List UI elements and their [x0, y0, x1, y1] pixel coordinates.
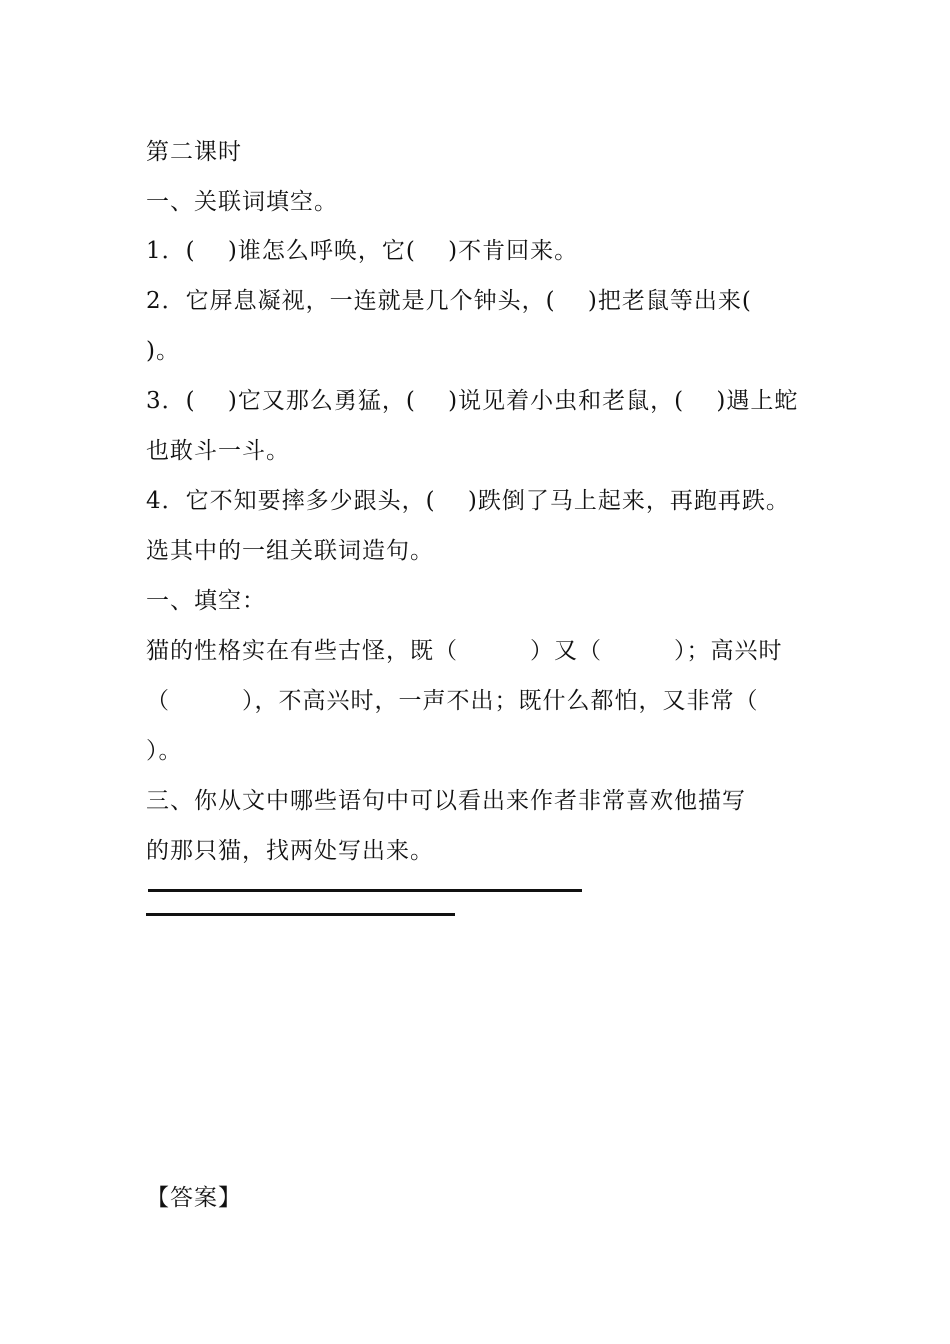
question-3-line-2: 也敢斗一斗。 [146, 438, 290, 464]
fill-line-3: ）。 [146, 738, 183, 764]
lesson-title: 第二课时 [146, 139, 242, 165]
answer-writing-line [146, 913, 455, 916]
question-3-line-1: 3．( )它又那么勇猛，( )说见着小虫和老鼠，( )遇上蛇 [146, 388, 799, 414]
section-fill-heading: 一、填空： [146, 588, 266, 614]
question-4: 4．它不知要摔多少跟头，( )跌倒了马上起来，再跑再跌。 [146, 488, 790, 514]
section-three-line-1: 三、你从文中哪些语句中可以看出来作者非常喜欢他描写 [146, 788, 746, 814]
fill-line-1: 猫的性格实在有些古怪，既（ ）又（ ）；高兴时 [146, 638, 783, 664]
fill-line-2: （ ），不高兴时，一声不出；既什么都怕，又非常（ [146, 688, 759, 714]
section-one-heading: 一、关联词填空。 [146, 189, 338, 215]
answer-heading: 【答案】 [146, 1185, 242, 1211]
answer-writing-line [148, 889, 582, 892]
question-2-line-1: 2．它屏息凝视，一连就是几个钟头，( )把老鼠等出来( [146, 288, 752, 314]
section-three-line-2: 的那只猫，找两处写出来。 [146, 838, 434, 864]
instruction: 选其中的一组关联词造句。 [146, 538, 434, 564]
question-1: 1．( )谁怎么呼唤，它( )不肯回来。 [146, 238, 579, 264]
question-2-line-2: )。 [146, 338, 180, 364]
